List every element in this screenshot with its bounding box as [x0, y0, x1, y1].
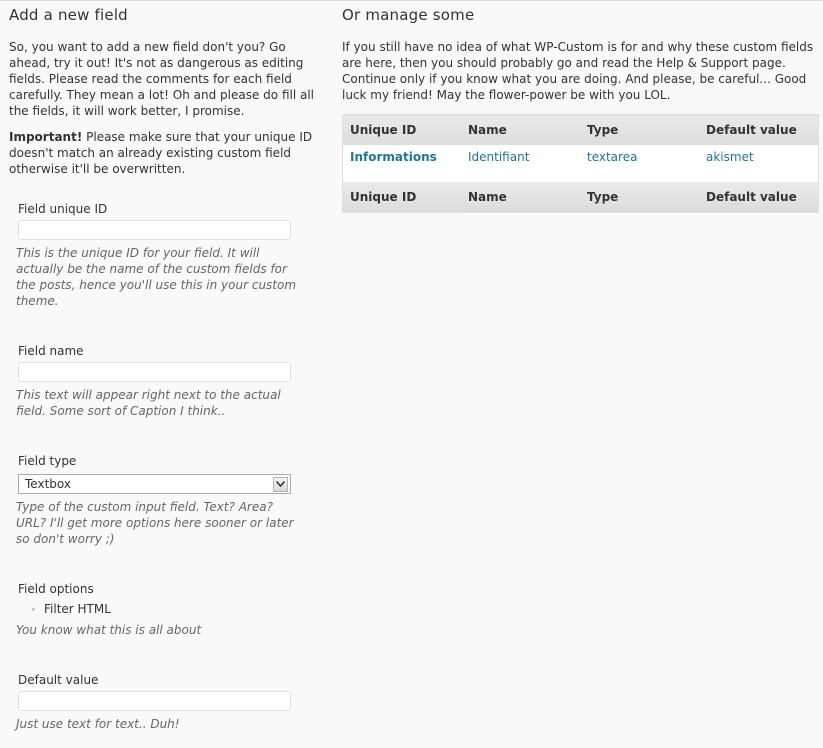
unique-id-help: This is the unique ID for your field. It will actually be the name of the custom fields for the posts, hence you'll use this in your custom theme. [16, 246, 297, 308]
default-value-input[interactable] [18, 691, 291, 711]
add-field-form [18, 201, 329, 732]
field-name-label: Field name [18, 344, 84, 358]
default-value-label: Default value [18, 673, 99, 687]
row-type-link[interactable]: textarea [587, 150, 638, 164]
row-default-link[interactable]: akismet [706, 150, 754, 164]
foot-header-default[interactable]: Default value [699, 182, 819, 213]
important-label: Important! [9, 130, 83, 144]
col-header-type[interactable]: Type [580, 115, 699, 146]
table-row [343, 145, 819, 182]
field-type-help: Type of the custom input field. Text? Area? URL? I'll get more options here sooner or later so don't worry ;) [16, 500, 294, 546]
col-header-name[interactable]: Name [461, 115, 580, 146]
chevron-down-icon[interactable] [273, 477, 288, 492]
field-options-help: You know what this is all about [16, 623, 202, 637]
add-field-section [9, 6, 329, 732]
field-options-label: Field options [18, 582, 94, 596]
row-name-link[interactable]: Identifiant [468, 150, 530, 164]
manage-fields-section [342, 6, 820, 213]
field-type-label: Field type [18, 454, 77, 468]
manage-intro: If you still have no idea of what WP-Custom is for and why these custom fields are here, then you should probably go and read the Help & Support page. Continue only if you know what you are doing. And please, be careful... Good luck my friend! May the flower-power be with you LOL. [342, 40, 814, 102]
manage-title: Or manage some [342, 6, 475, 24]
col-header-default[interactable]: Default value [699, 115, 819, 146]
foot-header-name[interactable]: Name [461, 182, 580, 213]
add-field-title: Add a new field [9, 6, 128, 24]
field-type-group [18, 453, 329, 547]
filter-html-checkbox[interactable] [32, 608, 35, 611]
add-field-intro: So, you want to add a new field don't you? Go ahead, try it out! It's not as dangerous as editing fields. Please read the comments for each field carefully. They mean a lot! Oh and please do fill all the fields, it will work better, I promise. [9, 40, 315, 118]
table-header-row [343, 115, 819, 146]
important-text: Please make sure that your unique ID doesn't match an already existing custom field otherwise it'll be overwritten. [9, 130, 313, 176]
unique-id-input[interactable] [18, 220, 291, 240]
table-footer-row [343, 182, 819, 213]
row-unique-id-link[interactable]: Informations [350, 150, 437, 164]
filter-html-label: Filter HTML [44, 602, 111, 616]
field-name-input[interactable] [18, 362, 291, 382]
foot-header-type[interactable]: Type [580, 182, 699, 213]
field-type-select[interactable] [18, 474, 291, 494]
important-note [9, 129, 329, 177]
unique-id-group [18, 201, 329, 309]
default-value-group [18, 672, 329, 732]
unique-id-label: Field unique ID [18, 202, 108, 216]
foot-header-unique-id[interactable]: Unique ID [343, 182, 462, 213]
field-type-selected: Textbox [25, 477, 71, 491]
field-name-group [18, 343, 329, 419]
filter-html-option[interactable] [32, 601, 329, 617]
fields-table [342, 114, 819, 213]
default-value-help: Just use text for text.. Duh! [16, 717, 180, 731]
field-name-help: This text will appear right next to the actual field. Some sort of Caption I think.. [16, 388, 281, 418]
field-options-group [18, 581, 329, 638]
col-header-unique-id[interactable]: Unique ID [343, 115, 462, 146]
